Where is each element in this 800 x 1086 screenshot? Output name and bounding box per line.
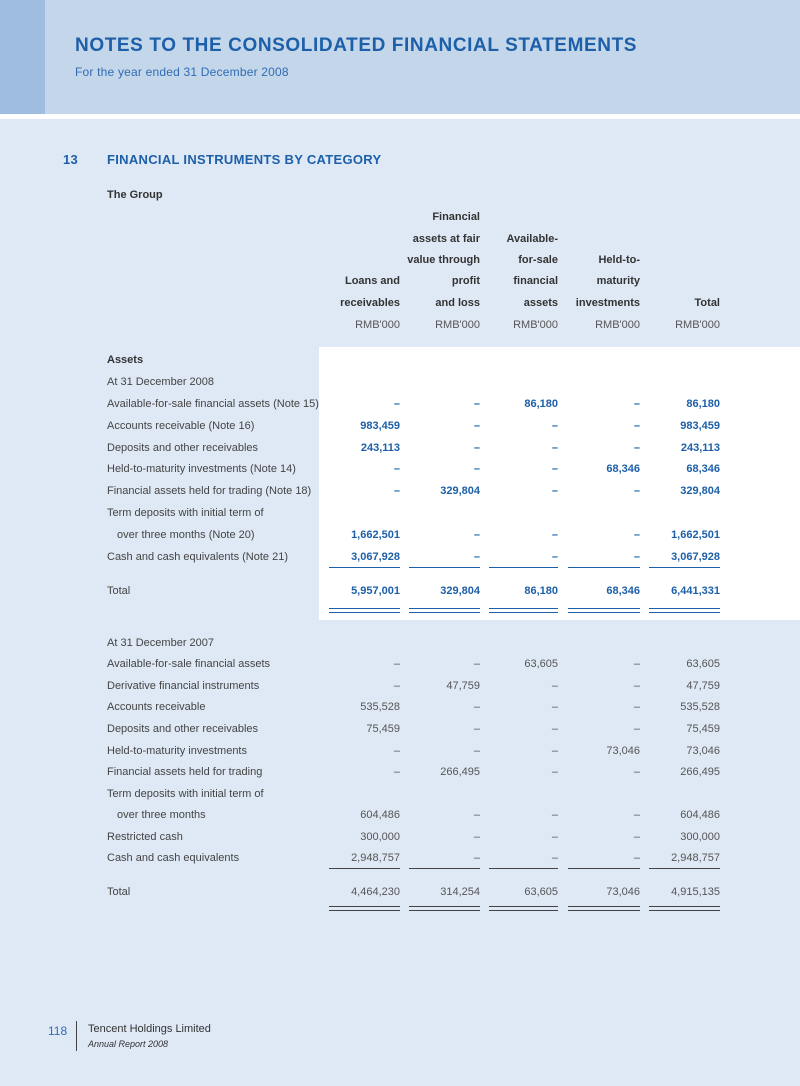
cell-value: – (633, 701, 640, 713)
row-label: Total (107, 585, 131, 597)
table-row (0, 696, 800, 718)
cell-value: 300,000 (680, 831, 720, 843)
row-label: Financial assets held for trading (Note 18) (107, 485, 312, 497)
cell-value: 2,948,757 (671, 852, 720, 864)
cell-value: – (473, 831, 480, 843)
cell-value: – (551, 529, 558, 541)
page-subtitle: For the year ended 31 December 2008 (75, 65, 289, 79)
column-header-line: Financial (432, 211, 480, 223)
total-rule (649, 608, 720, 609)
total-rule (489, 612, 558, 613)
column-header-line: and loss (435, 297, 480, 309)
column-header-line: Available- (506, 233, 558, 245)
table-row (0, 847, 800, 869)
table-row (0, 480, 800, 502)
table-row (0, 826, 800, 848)
cell-value: 3,067,928 (351, 551, 400, 563)
table-row (0, 653, 800, 675)
row-label: Deposits and other receivables (107, 723, 259, 735)
header-divider (0, 114, 800, 119)
cell-value: – (473, 420, 480, 432)
cell-value: 86,180 (524, 398, 558, 410)
column-header-line: assets at fair (412, 233, 480, 245)
row-label: Cash and cash equivalents (Note 21) (107, 551, 288, 563)
table-row (0, 524, 800, 546)
cell-value: – (551, 831, 558, 843)
row-label: Total (107, 886, 131, 898)
subtotal-rule (568, 868, 640, 869)
column-header-line: investments (575, 297, 640, 309)
cell-value: – (633, 658, 640, 670)
total-rule (489, 910, 558, 911)
row-label: Held-to-maturity investments (Note 14) (107, 463, 296, 475)
period-heading-row (0, 371, 800, 393)
cell-value: – (473, 442, 480, 454)
cell-value: – (473, 463, 480, 475)
cell-value: 63,605 (524, 886, 558, 898)
cell-value: 73,046 (606, 886, 640, 898)
cell-value: 243,113 (360, 442, 400, 454)
page-number: 118 (48, 1024, 68, 1038)
column-unit: RMB'000 (595, 319, 640, 331)
cell-value: 983,459 (360, 420, 400, 432)
table-row (0, 502, 800, 524)
cell-value: 300,000 (360, 831, 400, 843)
table-row (0, 718, 800, 740)
subtotal-rule (489, 868, 558, 869)
total-rule (649, 906, 720, 907)
period-heading: At 31 December 2008 (107, 376, 215, 388)
table-row (0, 675, 800, 697)
cell-value: – (551, 551, 558, 563)
cell-value: – (393, 398, 400, 410)
cell-value: 68,346 (606, 585, 640, 597)
cell-value: 2,948,757 (351, 852, 400, 864)
total-rule (489, 608, 558, 609)
total-rule (568, 608, 640, 609)
row-label: Term deposits with initial term of (107, 507, 264, 519)
cell-value: 73,046 (686, 745, 720, 757)
column-unit: RMB'000 (435, 319, 480, 331)
table-row (0, 437, 800, 459)
cell-value: – (473, 398, 480, 410)
section-heading (63, 152, 381, 167)
cell-value: 68,346 (606, 463, 640, 475)
row-label: Term deposits with initial term of (107, 788, 264, 800)
cell-value: – (551, 680, 558, 692)
cell-value: 266,495 (440, 766, 480, 778)
row-label: Available-for-sale financial assets (Note 15) (107, 398, 319, 410)
cell-value: – (393, 463, 400, 475)
cell-value: 63,605 (524, 658, 558, 670)
total-rule (329, 608, 400, 609)
period-heading: At 31 December 2007 (107, 637, 215, 649)
cell-value: 86,180 (524, 585, 558, 597)
cell-value: 75,459 (366, 723, 400, 735)
row-label: Restricted cash (107, 831, 183, 843)
cell-value: – (551, 442, 558, 454)
cell-value: 329,804 (440, 485, 480, 497)
row-label: Financial assets held for trading (107, 766, 263, 778)
cell-value: – (633, 485, 640, 497)
row-label: Accounts receivable (Note 16) (107, 420, 255, 432)
cell-value: – (473, 745, 480, 757)
cell-value: – (473, 551, 480, 563)
cell-value: – (473, 852, 480, 864)
total-rule (568, 906, 640, 907)
subtotal-rule (649, 567, 720, 568)
total-rule (568, 910, 640, 911)
cell-value: 75,459 (686, 723, 720, 735)
cell-value: 314,254 (440, 886, 480, 898)
cell-value: – (551, 745, 558, 757)
total-rule (409, 612, 480, 613)
cell-value: – (551, 809, 558, 821)
column-header-line: value through (407, 254, 480, 266)
table-row (0, 458, 800, 480)
table-row (0, 783, 800, 805)
page-title: NOTES TO THE CONSOLIDATED FINANCIAL STATEMENTS (75, 35, 638, 56)
cell-value: 73,046 (606, 745, 640, 757)
row-label: Derivative financial instruments (107, 680, 260, 692)
row-label: Available-for-sale financial assets (107, 658, 271, 670)
cell-value: 4,464,230 (351, 886, 400, 898)
cell-value: 535,528 (680, 701, 720, 713)
total-rule (568, 612, 640, 613)
subtotal-rule (649, 868, 720, 869)
cell-value: 329,804 (440, 585, 480, 597)
column-header-line: profit (451, 275, 480, 287)
cell-value: – (633, 831, 640, 843)
assets-heading: Assets (107, 354, 144, 366)
cell-value: 535,528 (360, 701, 400, 713)
column-header-line: receivables (340, 297, 400, 309)
cell-value: – (633, 551, 640, 563)
cell-value: 47,759 (446, 680, 480, 692)
cell-value: – (633, 398, 640, 410)
column-header-line: financial (513, 275, 558, 287)
subtotal-rule (409, 868, 480, 869)
column-header-line: maturity (596, 275, 640, 287)
cell-value: – (551, 701, 558, 713)
footer-company: Tencent Holdings Limited (88, 1023, 211, 1035)
cell-value: – (473, 529, 480, 541)
cell-value: 86,180 (686, 398, 720, 410)
total-row (0, 580, 800, 602)
section-title: FINANCIAL INSTRUMENTS BY CATEGORY (107, 152, 382, 167)
cell-value: 68,346 (686, 463, 720, 475)
cell-value: 604,486 (680, 809, 720, 821)
total-rule (409, 906, 480, 907)
row-label: Held-to-maturity investments (107, 745, 247, 757)
page-header (0, 0, 800, 114)
cell-value: 243,113 (680, 442, 720, 454)
cell-value: – (633, 420, 640, 432)
cell-value: – (473, 723, 480, 735)
column-unit: RMB'000 (355, 319, 400, 331)
total-rule (649, 612, 720, 613)
total-rule (409, 608, 480, 609)
table-row (0, 393, 800, 415)
subtotal-rule (329, 567, 400, 568)
total-rule (329, 612, 400, 613)
table-row (0, 761, 800, 783)
column-header-line: Loans and (344, 275, 400, 287)
section-number: 13 (63, 152, 79, 167)
row-label: Accounts receivable (107, 701, 206, 713)
column-header-line: Total (694, 297, 720, 309)
column-unit: RMB'000 (675, 319, 720, 331)
cell-value: 63,605 (686, 658, 720, 670)
total-rule (649, 910, 720, 911)
period-heading-row (0, 632, 800, 654)
subtotal-rule (568, 567, 640, 568)
cell-value: – (393, 680, 400, 692)
cell-value: – (633, 766, 640, 778)
total-rule (409, 910, 480, 911)
cell-value: – (551, 852, 558, 864)
column-header-line: assets (523, 297, 558, 309)
cell-value: – (551, 420, 558, 432)
cell-value: – (551, 463, 558, 475)
header-accent-bar (0, 0, 45, 114)
cell-value: – (393, 658, 400, 670)
column-header-line: for-sale (518, 254, 558, 266)
cell-value: – (633, 529, 640, 541)
cell-value: – (473, 658, 480, 670)
row-label: Cash and cash equivalents (107, 852, 240, 864)
row-label: over three months (117, 809, 206, 821)
cell-value: 266,495 (680, 766, 720, 778)
cell-value: – (473, 809, 480, 821)
total-rule (329, 906, 400, 907)
table-row (0, 415, 800, 437)
cell-value: 47,759 (686, 680, 720, 692)
cell-value: – (393, 745, 400, 757)
subtotal-rule (409, 567, 480, 568)
cell-value: – (551, 766, 558, 778)
cell-value: 6,441,331 (671, 585, 720, 597)
total-row (0, 881, 800, 903)
table-row (0, 740, 800, 762)
subtotal-rule (489, 567, 558, 568)
row-label: over three months (Note 20) (117, 529, 255, 541)
total-rule (329, 910, 400, 911)
subtotal-rule (329, 868, 400, 869)
cell-value: – (551, 485, 558, 497)
column-header-line: Held-to- (598, 254, 640, 266)
cell-value: – (633, 723, 640, 735)
cell-value: 1,662,501 (351, 529, 400, 541)
cell-value: – (551, 723, 558, 735)
group-label: The Group (107, 189, 163, 201)
cell-value: – (633, 852, 640, 864)
column-unit: RMB'000 (513, 319, 558, 331)
cell-value: – (633, 442, 640, 454)
cell-value: – (473, 701, 480, 713)
cell-value: 1,662,501 (671, 529, 720, 541)
cell-value: 329,804 (680, 485, 720, 497)
cell-value: 3,067,928 (671, 551, 720, 563)
cell-value: 983,459 (680, 420, 720, 432)
table-row (0, 546, 800, 568)
total-rule (489, 906, 558, 907)
cell-value: – (633, 809, 640, 821)
cell-value: – (393, 766, 400, 778)
cell-value: 604,486 (360, 809, 400, 821)
cell-value: 5,957,001 (351, 585, 400, 597)
cell-value: 4,915,135 (671, 886, 720, 898)
table-row (0, 804, 800, 826)
footer-divider (76, 1021, 77, 1051)
cell-value: – (393, 485, 400, 497)
assets-heading-row (0, 349, 800, 371)
row-label: Deposits and other receivables (107, 442, 259, 454)
footer-report: Annual Report 2008 (88, 1039, 169, 1049)
cell-value: – (633, 680, 640, 692)
